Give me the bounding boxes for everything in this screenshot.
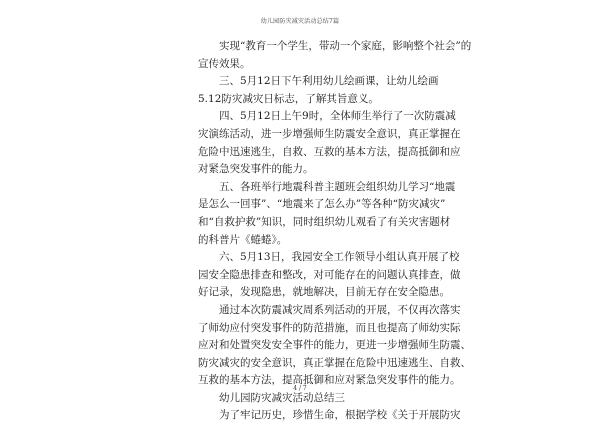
paragraph-item-4 [198,108,461,178]
paragraph-item-3 [198,73,439,108]
paragraph-summary [198,302,471,390]
page-number: 4 / 7 [293,385,307,392]
section-heading [198,390,410,408]
text-line: 实现“教育一个学生，带动一个家庭，影响整个社会”的 [219,40,472,52]
paragraph-publicity [198,38,472,73]
text-line: 三、5月12日下午利用幼儿绘画课，让幼儿绘画 [219,75,439,88]
text-line: 好记录，发现隐患，就地解决，目前无存在安全隐患。 [198,286,450,299]
text-line: 六、5月13日，我园安全工作领导小组认真开展了校 [219,251,460,264]
paragraph-item-5 [198,179,456,249]
text-line: 和“自救护救”知识，同时组织幼儿观看了有关灾害题材 [198,215,451,228]
running-header: 幼儿园防灾减灾活动总结7篇 [260,18,340,25]
text-line: 五、各班举行地震科普主题班会组织幼儿学习“地震 [219,180,456,193]
text-line: 灾演练活动，进一步增强师生防震安全意识，真正掌握在 [198,127,461,140]
text-line: 对紧急突发事件的能力。 [198,163,314,176]
text-line: 四、5月12日上午9时，全体师生举行了一次防震减 [219,110,456,123]
text-line: 宣传效果。 [198,57,251,70]
text-line: 的科普片《蜷蜷》。 [198,233,288,246]
text-line: 是怎么一回事”、“地震来了怎么办”等各种“防灾减灾” [198,198,446,211]
document-body [198,38,472,425]
text-line: 了师幼应付突发事件的防范措施，而且也提高了师幼实际 [198,321,461,334]
text-line: 园安全隐患排查和整改，对可能存在的问题认真排查，做 [198,268,461,281]
text-line: 互救的基本方法，提高抵御和应对紧急突发事件的能力。 [198,374,461,387]
section-title: 幼儿园防灾减灾活动总结三 [219,391,345,404]
text-line: 防灾减灾的安全意识，真正掌握在危险中迅速逃生、自救、 [198,356,471,369]
text-line: 危险中迅速逃生，自救、互救的基本方法，提高抵御和应 [198,145,461,158]
text-line: 通过本次防震减灾周系列活动的开展，不仅再次落实 [219,303,461,316]
text-line: 为了牢记历史，珍惜生命，根据学校《关于开展防灾 [219,409,461,422]
paragraph-section-3-intro [198,407,461,425]
paragraph-item-6 [198,249,461,302]
text-line: 5.12防灾减灾日标志，了解其旨意义。 [198,92,379,105]
text-line: 应对和处置突发安全事件的能力，更进一步增强师生防震、 [198,339,471,352]
